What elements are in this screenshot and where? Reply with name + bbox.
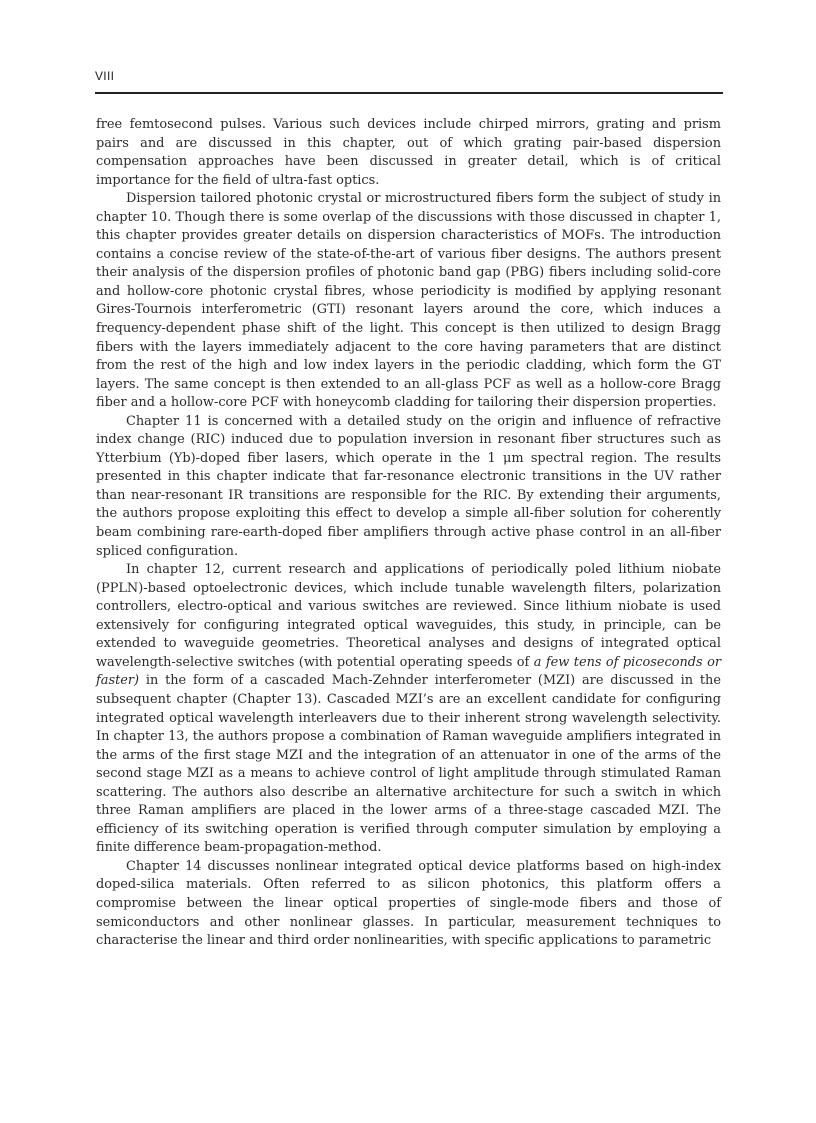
paragraph-chapter-14: Chapter 14 discusses nonlinear integrated optical device platforms based on high-index doped-silica materials. Often referred to as silicon photonics, this platform offers a compromise between the linear optical properties of single-mode fibers and those of semiconductors and other nonlinear glasses. In particular, measurement techniques to characterise the linear and third order nonlinearities, with specific applications to parametric bbox=[96, 858, 721, 949]
italic-phrase: a few tens of picoseconds or faster) bbox=[96, 654, 722, 689]
paragraph-text: In chapter 12, current research and applications of periodically poled lithium niobate (PPLN)-based optoelectronic devices, which include tunable wavelength filters, polarization controllers, electro-optical and various switches are reviewed. Since lithium niobate is used extensively for configuring integrated optical waveguides, this study, in principle, can be extended to waveguide geometries. Theoretical analyses and designs of integrated optical wavelength-selective switches (with potential operating speeds of bbox=[96, 562, 721, 670]
paragraph-chapter-11: Chapter 11 is concerned with a detailed study on the origin and influence of refractive index change (RIC) induced due to population inversion in resonant fiber structures such as Ytterbium (Yb)-doped fiber lasers, which operate in the 1 μm spectral region. The results presented in this chapter indicate that far-resonance electronic transitions in the UV rather than near-resonant IR transitions are responsible for the RIC. By extending their arguments, the authors propose exploiting this effect to develop a simple all-fiber solution for coherently beam combining rare-earth-doped fiber amplifiers through active phase control in an all-fiber spliced configuration. bbox=[96, 413, 721, 559]
page-header bbox=[95, 67, 723, 85]
page-number: VIII bbox=[95, 69, 115, 83]
paragraph-chapter-10: Dispersion tailored photonic crystal or microstructured fibers form the subject of study in chapter 10. Though there is some overlap of the discussions with those discussed in chapter 1, this chapter provides greater details on dispersion characteristics of MOFs. The introduction contains a concise review of the state-of-the-art of various fiber designs. The authors present their analysis of the dispersion profiles of photonic band gap (PBG) fibers including solid-core and hollow-core photonic crystal fibres, whose periodicity is modified by applying resonant Gires-Tournois interferometric (GTI) resonant layers around the core, which induces a frequency-dependent phase shift of the light. This concept is then utilized to design Bragg fibers with the layers immediately adjacent to the core having parameters that are distinct from the rest of the high and low index layers in the periodic cladding, which form the GT layers. The same concept is then extended to an all-glass PCF as well as a hollow-core Bragg fiber and a hollow-core PCF with honeycomb cladding for tailoring their dispersion properties. bbox=[96, 191, 721, 411]
paragraph-continuation: free femtosecond pulses. Various such devices include chirped mirrors, grating and prism pairs and are discussed in this chapter, out of which grating pair-based dispersion compensation approaches have been discussed in greater detail, which is of critical importance for the field of ultra-fast optics. bbox=[96, 117, 721, 188]
paragraph-chapter-12-13 bbox=[96, 561, 721, 858]
body-text bbox=[96, 116, 721, 951]
paragraph-text: in the form of a cascaded Mach-Zehnder interferometer (MZI) are discussed in the subsequent chapter (Chapter 13). Cascaded MZI’s are an excellent candidate for configuring integrated optical wavelength interleavers due to their inherent strong wavelength selectivity. In chapter 13, the authors propose a combination of Raman waveguide amplifiers integrated in the arms of the first stage MZI and the integration of an attenuator in one of the arms of the second stage MZI as a means to achieve control of light amplitude through stimulated Raman scattering. The authors also describe an alternative architecture for such a switch in which three Raman amplifiers are placed in the lower arms of a three-stage cascaded MZI. The efficiency of its switching operation is verified through computer simulation by employing a finite difference beam-propagation-method. bbox=[96, 673, 721, 856]
header-rule bbox=[95, 92, 723, 94]
